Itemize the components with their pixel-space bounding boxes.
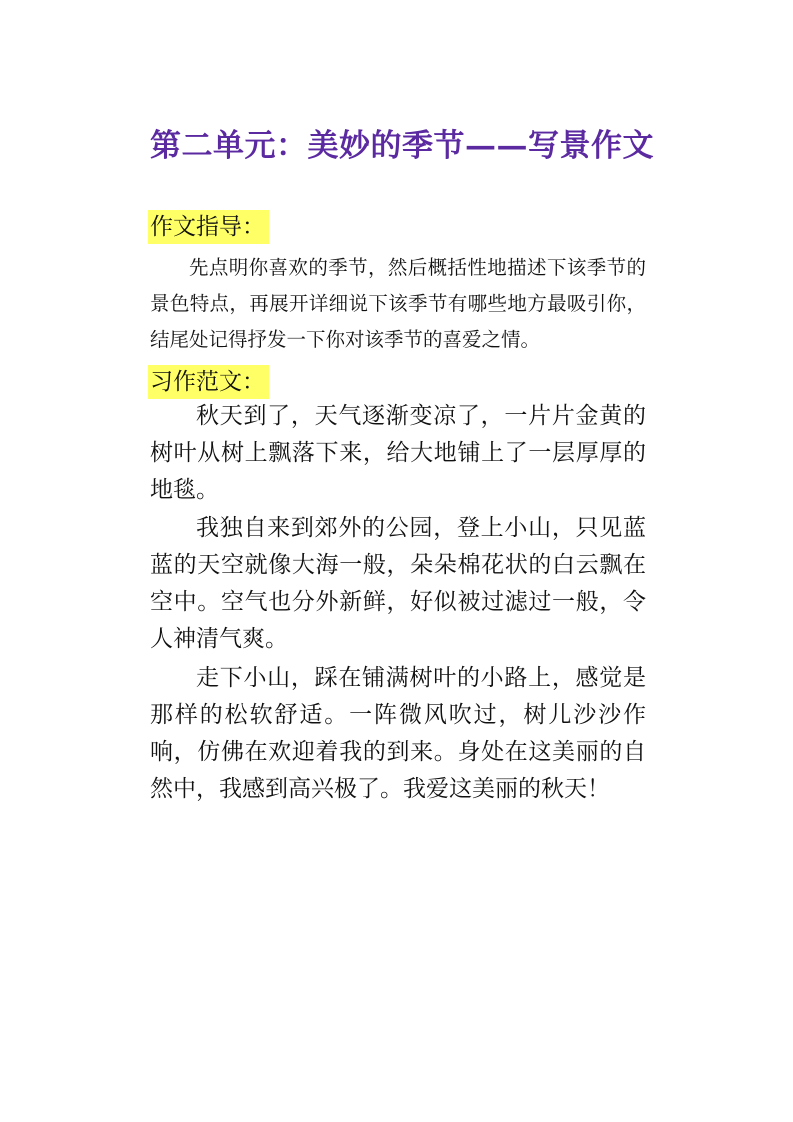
page-title: 第二单元：美妙的季节——写景作文 <box>150 128 654 164</box>
essay-paragraph: 我独自来到郊外的公园，登上小山，只见蓝蓝的天空就像大海一般，朵朵棉花状的白云飘在空中。空气也分外新鲜，好似被过滤过一般，令人神清气爽。 <box>150 515 646 652</box>
example-heading: 习作范文： <box>148 365 269 399</box>
guide-text: 先点明你喜欢的季节，然后概括性地描述下该季节的景色特点，再展开详细说下该季节有哪些地方最吸引你，结尾处记得抒发一下你对该季节的喜爱之情。 <box>150 256 646 351</box>
guide-heading: 作文指导： <box>148 210 269 244</box>
essay-paragraph: 秋天到了，天气逐渐变凉了，一片片金黄的树叶从树上飘落下来，给大地铺上了一层厚厚的地毯。 <box>150 403 646 503</box>
essay-paragraph: 走下小山，踩在铺满树叶的小路上，感觉是那样的松软舒适。一阵微风吹过，树儿沙沙作响，仿佛在欢迎着我的到来。身处在这美丽的自然中，我感到高兴极了。我爱这美丽的秋天！ <box>150 665 646 802</box>
